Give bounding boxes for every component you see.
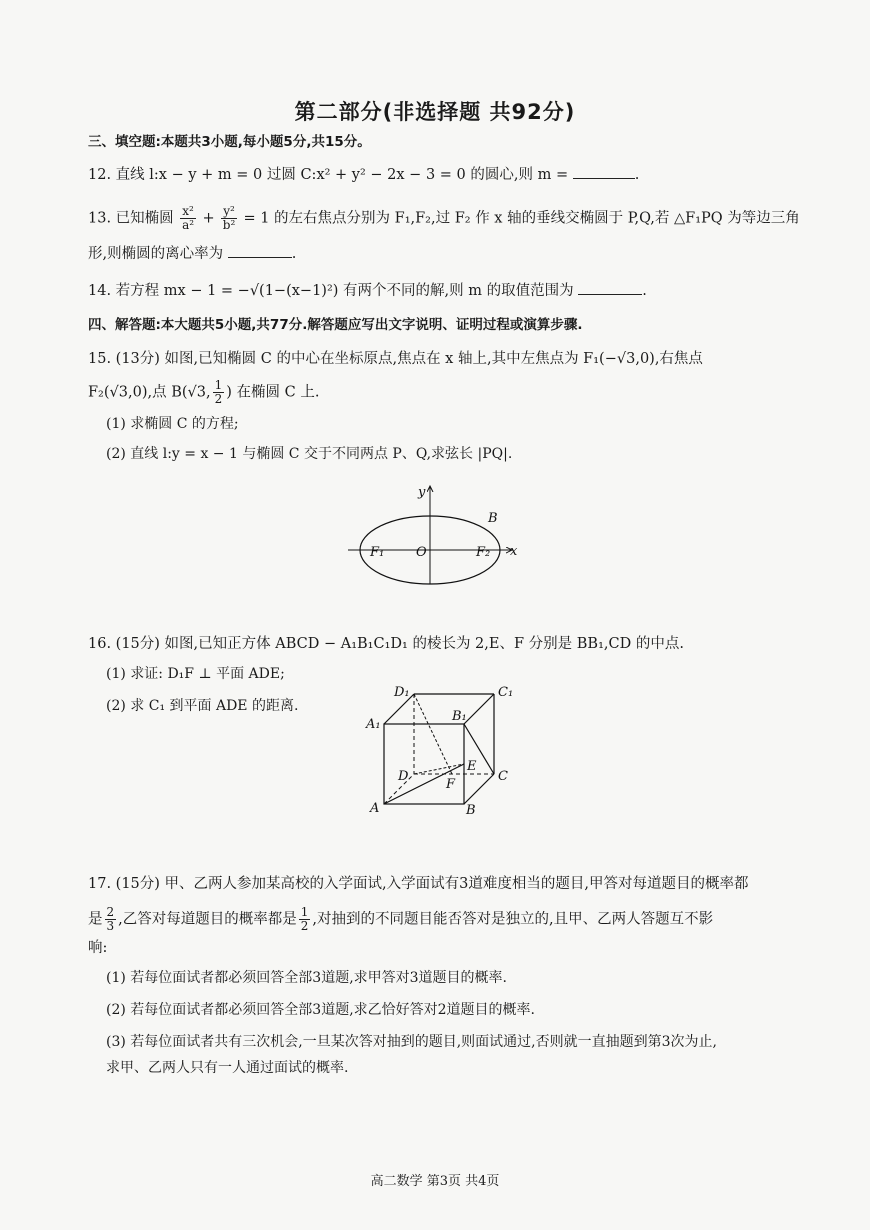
vertex-d-label: D [398, 769, 409, 784]
edge-b1c1 [464, 694, 494, 724]
question-13-text-end: 形,则椭圆的离心率为 [88, 246, 224, 262]
question-17-part-3: (3) 若每位面试者共有三次机会,一旦某次答对抽到的题目,则面试通过,否则就一直抽题到第3次为止, [106, 1034, 717, 1050]
question-14 [88, 280, 788, 301]
fraction: $\frac{1}{2}$ [214, 378, 223, 406]
vertex-c1-label: C₁ [498, 685, 514, 700]
point-e-label: E [467, 759, 477, 774]
question-17: 17. (15分) 甲、乙两人参加某高校的入学面试,入学面试有3道难度相当的题目,甲答对每道题目的概率都 [88, 876, 749, 892]
question-15-line2 [88, 379, 788, 406]
line-de [414, 764, 464, 774]
question-15: 15. (13分) 如图,已知椭圆 C 的中心在坐标原点,焦点在 x 轴上,其中左焦点为 F₁(−√3,0),右焦点 [88, 351, 703, 367]
fraction: $\frac{\text{x²}}{\text{a²}}$ [182, 204, 195, 232]
fraction: $\frac{1}{2}$ [300, 905, 309, 933]
x-axis-label: x [510, 544, 518, 559]
question-17-part-1: (1) 若每位面试者都必须回答全部3道题,求甲答对3道题目的概率. [106, 970, 507, 986]
answer-blank [578, 280, 642, 295]
vertex-a1-label: A₁ [366, 717, 381, 732]
question-17-text-cont: ,乙答对每道题目的概率都是 [118, 911, 297, 928]
section-4-heading: 四、解答题:本大题共5小题,共77分.解答题应写出文字说明、证明过程或演算步骤. [88, 317, 583, 333]
question-12-text: 12. 直线 l:x − y + m = 0 过圆 C:x² + y² − 2x − 3 = 0 的圆心,则 m = [88, 167, 569, 183]
question-17-line2 [88, 906, 788, 933]
question-15-text-end: ) 在椭圆 C 上. [226, 384, 320, 401]
vertex-d1-label: D₁ [394, 685, 410, 700]
question-17-part-2: (2) 若每位面试者都必须回答全部3道题,求乙恰好答对2道题目的概率. [106, 1002, 535, 1018]
fraction: $\frac{\text{y²}}{\text{b²}}$ [222, 204, 236, 232]
question-12 [88, 164, 788, 185]
question-13-end: . [291, 246, 297, 262]
vertex-c-label: C [498, 769, 508, 784]
line-d1f [414, 694, 452, 774]
question-13 [88, 204, 800, 232]
question-17-part-3-cont: 求甲、乙两人只有一人通过面试的概率. [106, 1060, 349, 1076]
answer-blank [228, 243, 292, 258]
plus-sign: + [202, 210, 215, 227]
question-13-text-cont: = 1 的左右焦点分别为 F₁,F₂,过 F₂ 作 x 轴的垂线交椭圆于 P,Q,若 △F₁PQ 为等边三角 [243, 210, 800, 227]
vertex-b1-label: B₁ [452, 709, 467, 724]
question-17-text: 是 [88, 911, 103, 928]
question-15-part-2: (2) 直线 l:y = x − 1 与椭圆 C 交于不同两点 P、Q,求弦长 |PQ|. [106, 446, 513, 462]
question-16-part-2: (2) 求 C₁ 到平面 ADE 的距离. [106, 698, 299, 714]
question-15-part-1: (1) 求椭圆 C 的方程; [106, 416, 239, 432]
page-footer: 高二数学 第3页 共4页 [370, 1174, 500, 1189]
edge-bc [464, 774, 494, 804]
question-15-text: F₂(√3,0),点 B(√3, [88, 384, 211, 401]
answer-blank [573, 164, 635, 179]
origin-label: O [416, 545, 427, 560]
point-f-label: F [446, 777, 456, 792]
question-14-end: . [642, 283, 647, 299]
point-b-label: B [488, 511, 498, 526]
question-16: 16. (15分) 如图,已知正方体 ABCD − A₁B₁C₁D₁ 的棱长为 2,E、F 分别是 BB₁,CD 的中点. [88, 636, 684, 652]
section-3-heading: 三、填空题:本题共3小题,每小题5分,共15分。 [88, 134, 371, 150]
question-16-part-1: (1) 求证: D₁F ⊥ 平面 ADE; [106, 666, 285, 682]
question-13-text: 13. 已知椭圆 [88, 210, 174, 227]
focus-f1-label: F₁ [370, 545, 385, 560]
y-axis-label: y [418, 485, 426, 500]
question-13-line2 [88, 243, 788, 264]
ellipse-figure [344, 480, 544, 590]
question-17-line3: 响: [88, 940, 108, 956]
question-14-text: 14. 若方程 mx − 1 = −√(1−(x−1)²) 有两个不同的解,则 m 的取值范围为 [88, 283, 574, 299]
question-17-text-cont2: ,对抽到的不同题目能否答对是独立的,且甲、乙两人答题互不影 [312, 911, 714, 928]
page-title: 第二部分(非选择题 共92分) [294, 100, 576, 124]
vertex-a-label: A [370, 801, 380, 816]
cube-figure [364, 684, 534, 824]
vertex-b-label: B [466, 803, 476, 818]
question-12-end: . [634, 167, 640, 183]
fraction: $\frac{2}{3}$ [106, 905, 115, 933]
focus-f2-label: F₂ [476, 545, 491, 560]
